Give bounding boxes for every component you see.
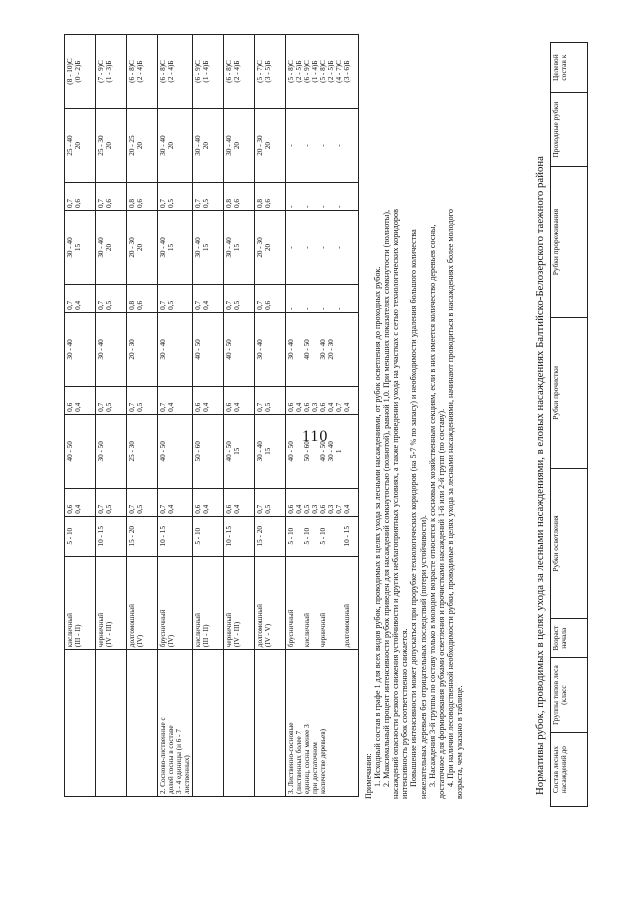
table-cell-a2: 40 - 50 [158, 414, 193, 488]
table-row [224, 35, 255, 797]
table-cell-b2: 40 - 50 [193, 312, 224, 386]
table-cell-age: 15 - 20 [127, 516, 158, 556]
table-cell-c1: 0,7 0,6 [255, 284, 286, 312]
table-cell-b2: 30 - 40 40 - 50 30 - 40 20 - 30 [286, 312, 359, 386]
note-line: 2. Максимальный процент интенсивности рубок приведен для насаждений сомкнутостью (полнотой), равной 1,0. При меньших показателях сомкнутости (полноты), [382, 209, 392, 787]
note-line: нежелательных деревьев без отрицательных последствий (потери устойчивости). [418, 515, 428, 799]
table-cell-d2: 30 - 40 20 [224, 109, 255, 183]
table-cell-age: 10 - 15 [158, 516, 193, 556]
table-cell-age: 10 - 15 [224, 516, 255, 556]
table-cell-sub: брусничный кисличный черничный долгомошный [286, 556, 359, 649]
page-number: 110 [302, 428, 329, 445]
table-cell-d2: 20 - 25 20 [127, 109, 158, 183]
table-cell-c1: 0,7 0,4 [65, 284, 96, 312]
table-cell-d1: 0,8 0,6 [127, 183, 158, 211]
table-cell-c1: 0,8 0,6 [127, 284, 158, 312]
table-cell-a2: 50 - 60 [193, 414, 224, 488]
bottom-table-title: Нормативы рубок, проводимых в целях ухода за лесными насаждениями, в еловых насаждениях Балтийско-Белозерского таежного района [534, 156, 546, 795]
table-cell-c1: 0,7 0,4 [193, 284, 224, 312]
table-cell-sub: черничный (IV - III) [224, 556, 255, 649]
table-cell-d2: - - - - [286, 109, 359, 183]
table-cell-e: (6 - 8)С (2 - 4)Б [158, 35, 193, 109]
table-cell-group [193, 650, 224, 797]
notes-block [364, 209, 464, 799]
forest-table [64, 34, 359, 797]
table-cell-d2: 30 - 40 20 [158, 109, 193, 183]
table-row [255, 35, 286, 797]
table-cell-c1: 0,7 0,5 [158, 284, 193, 312]
table-cell-a1: 0,6 0,4 [65, 488, 96, 516]
table-cell-d2: 25 - 40 20 [65, 109, 96, 183]
table-cell-d1: 0,7 0,6 [65, 183, 96, 211]
table-cell-group: 3. Лиственно-сосновые (лиственных более 7 единиц, сосны менее 3 при достаточном количестве деревьев) [286, 650, 359, 797]
table-row [286, 35, 359, 797]
table-cell-a1: 0,6 0,4 [224, 488, 255, 516]
table-cell-d2: 30 - 40 20 [193, 109, 224, 183]
table-cell-b1: 0,6 0,4 [224, 386, 255, 414]
table-cell-group [96, 650, 127, 797]
table-cell-group [224, 650, 255, 797]
header-cell: Рубки прочистки [551, 318, 588, 469]
table-cell-d2: 25 - 30 20 [96, 109, 127, 183]
header-cell: Проходные рубки [551, 93, 588, 167]
note-line: достаточное для формирования рубками осветления и прочистками насаждений 1-й или 2-й групп (по составу). [436, 408, 446, 799]
table-cell-a2: 30 - 50 [96, 414, 127, 488]
note-line: 4. При наличии лесоводственной необходимости рубки, проводимые в целях ухода за лесными насаждениями, начинают проводиться в насаждениях более молодого [445, 208, 455, 787]
table-cell-c2: 30 - 40 15 [65, 210, 96, 284]
table-cell-b2: 30 - 40 [65, 312, 96, 386]
table-cell-b1: 0,6 0,4 [193, 386, 224, 414]
table-cell-group [255, 650, 286, 797]
table-cell-e: (6 - 8)С (2 - 4)Б [224, 35, 255, 109]
table-cell-b1: 0,7 0,5 [127, 386, 158, 414]
table-cell-age: 5 - 10 [193, 516, 224, 556]
table-cell-b2: 30 - 40 [158, 312, 193, 386]
table-cell-group [127, 650, 158, 797]
note-line: 3. Насаждения 3-й группы по составу только в молодом возрасте относятся к сосновым хозяйственным секциям, если в них имеется количество деревьев сосны, [427, 224, 437, 787]
table-cell-a1: 0,7 0,4 [158, 488, 193, 516]
table-cell-sub: кисличный (III - II) [65, 556, 96, 649]
table-cell-c2: 30 - 40 15 [193, 210, 224, 284]
table-cell-c1: 0,7 0,5 [96, 284, 127, 312]
table-cell-e: (8 - 10)С (0 - 2)Б [65, 35, 96, 109]
table-cell-a2: 30 - 40 15 [255, 414, 286, 488]
header-cell: Группы типов леса (класс [551, 658, 588, 733]
table-cell-group: 2. Сосново-лиственные с долей сосны в составе 3 - 4 единицы (и 6 - 7 лиственных) [158, 650, 193, 797]
table-cell-c2: 30 - 40 15 [224, 210, 255, 284]
header-cell: Возраст начала [551, 619, 588, 658]
table-cell-a2: 40 - 50 [65, 414, 96, 488]
table-cell-sub: черничный (IV - III) [96, 556, 127, 649]
notes-title: Примечания: [364, 753, 373, 799]
table-cell-sub: кисличный (III - II) [193, 556, 224, 649]
table-cell-c2: 30 - 40 15 [158, 210, 193, 284]
table-cell-b1: 0,7 0,5 [96, 386, 127, 414]
table-cell-c1: 0,7 0,5 [224, 284, 255, 312]
table-cell-c2: 30 - 40 20 [96, 210, 127, 284]
table-row [127, 35, 158, 797]
note-line: интенсивность рубок соответственно снижается. [400, 628, 410, 799]
table-cell-a2: 40 - 50 50 - 60 40 - 50 30 - 40 1 [286, 414, 359, 488]
table-cell-a1: 0,7 0,5 [255, 488, 286, 516]
table-cell-b2: 30 - 40 [255, 312, 286, 386]
table-cell-b1: 0,6 0,4 [65, 386, 96, 414]
table-row [65, 35, 96, 797]
table-cell-c2: 20 - 30 20 [127, 210, 158, 284]
table-cell-b1: 0,6 0,4 0,6 0,3 0,6 0,4 0,7 0,4 [286, 386, 359, 414]
table-cell-e: (7 - 9)С (1 - 3)Б [96, 35, 127, 109]
table-cell-a1: 0,7 0,5 [127, 488, 158, 516]
note-line: насаждений опасности резкого снижения устойчивости и других неблагоприятных условиях, а также проведении ухода на участках с сетью технологических коридоров [391, 209, 401, 799]
table-cell-a2: 25 - 30 [127, 414, 158, 488]
table-row [193, 35, 224, 797]
note-line: возраста, чем указано в таблице. [454, 685, 464, 799]
table-cell-a1: 0,6 0,4 0,5 0,3 0,6 0,3 0,7 0,4 [286, 488, 359, 516]
table-cell-c2: - - - - [286, 210, 359, 284]
table-cell-c1: - - - - [286, 284, 359, 312]
header-cell: Рубки прореживания [551, 167, 588, 318]
table-cell-d1: 0,7 0,6 [96, 183, 127, 211]
table-cell-a1: 0,7 0,5 [96, 488, 127, 516]
table-cell-e: (5 - 7)С (3 - 5)Б [255, 35, 286, 109]
table-row [96, 35, 127, 797]
table-cell-b2: 30 - 40 [96, 312, 127, 386]
table-cell-e: (6 - 9)С (1 - 4)Б [193, 35, 224, 109]
table-cell-e: (6 - 8)С (2 - 4)Б [127, 35, 158, 109]
header-cell: Состав лесных насаждений до [551, 733, 588, 807]
table-cell-b2: 20 - 30 [127, 312, 158, 386]
note-line: 1. Исходный состав в графе 1 для всех видов рубок, проводимых в целях ухода за лесными насаждениями, от рубок осветления до проходных рубок. [373, 266, 383, 787]
table-cell-d1: 0,8 0,6 [255, 183, 286, 211]
table-cell-age: 10 - 15 [96, 516, 127, 556]
table-cell-group [65, 650, 96, 797]
table-cell-sub: долгомошный (IV) [127, 556, 158, 649]
bottom-header-table [550, 42, 588, 807]
table-cell-a1: 0,6 0,4 [193, 488, 224, 516]
table-cell-b1: 0,7 0,5 [255, 386, 286, 414]
table-cell-a2: 40 - 50 15 [224, 414, 255, 488]
table-cell-c2: 20 - 30 20 [255, 210, 286, 284]
table-cell-d1: 0,7 0,5 [193, 183, 224, 211]
table-cell-b1: 0,7 0,4 [158, 386, 193, 414]
table-cell-age: 15 - 20 [255, 516, 286, 556]
table-cell-age: 5 - 10 5 - 10 5 - 10 10 - 15 [286, 516, 359, 556]
table-cell-d2: 20 - 30 20 [255, 109, 286, 183]
table-cell-d1: 0,7 0,5 [158, 183, 193, 211]
table-cell-e: (5 - 8)С (2 - 5)Б (6 - 9)С (1 - 4)Б (5 - 8)С (2 - 5)Б (4 - 7)С (3 - 6)Б [286, 35, 359, 109]
note-line: Повышение интенсивности может допускаться при прорубке технологических коридоров (на 5-7 % по запасу) и необходимости удаления большого количества [409, 229, 419, 787]
table-cell-age: 5 - 10 [65, 516, 96, 556]
header-cell: Рубки осветления [551, 468, 588, 619]
table-cell-b2: 40 - 50 [224, 312, 255, 386]
table-row [158, 35, 193, 797]
table-cell-sub: долгомошный (IV - V) [255, 556, 286, 649]
table-cell-d1: - - - - [286, 183, 359, 211]
table-cell-sub: брусничный (IV) [158, 556, 193, 649]
header-cell: Целевой состав к [551, 43, 588, 93]
table-cell-d1: 0,8 0,6 [224, 183, 255, 211]
